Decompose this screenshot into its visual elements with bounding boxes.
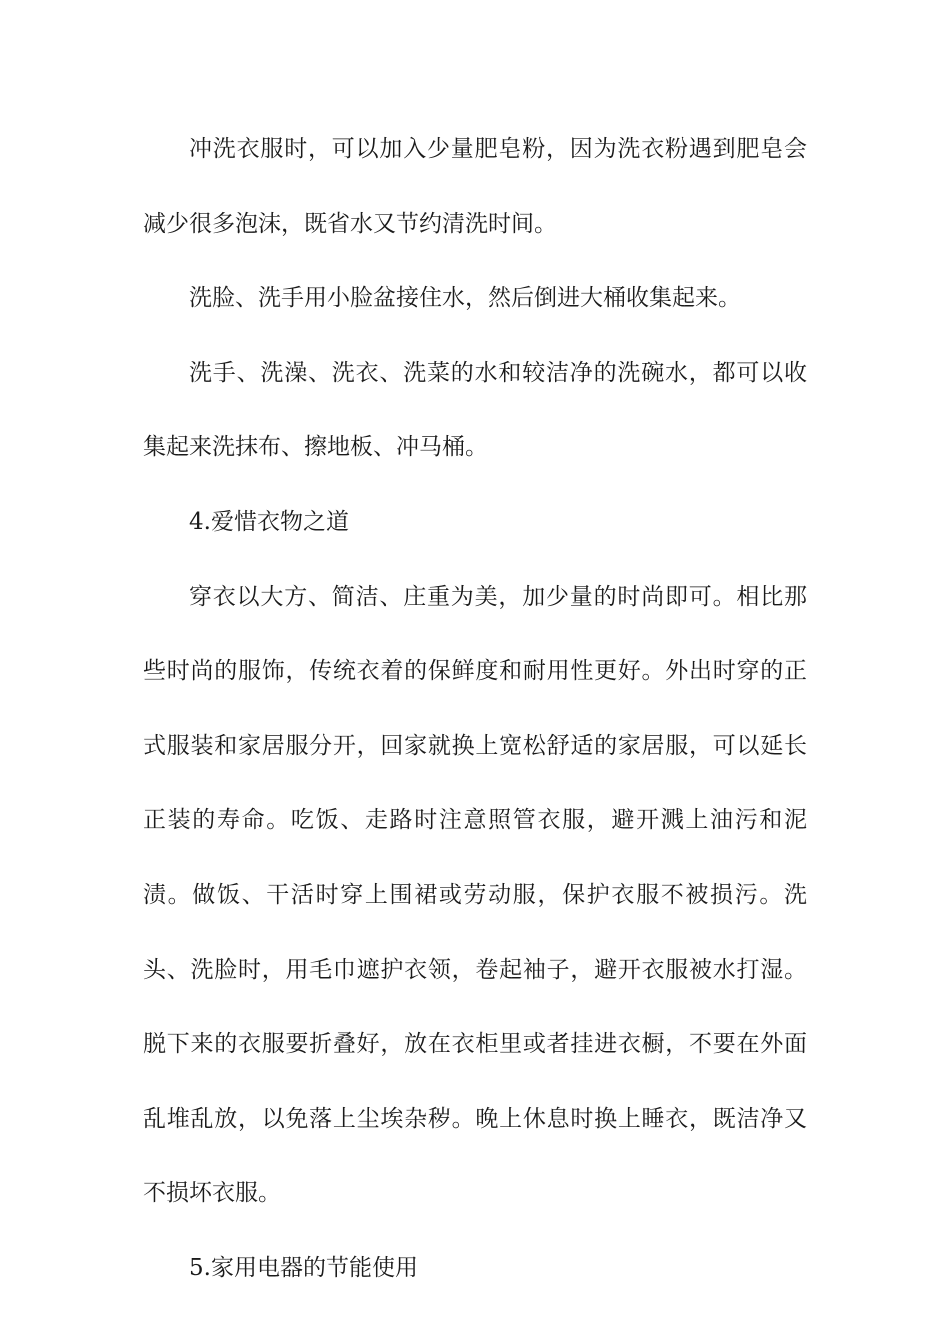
document-body bbox=[143, 112, 807, 1306]
paragraph-washing-clothes: 冲洗衣服时，可以加入少量肥皂粉，因为洗衣粉遇到肥皂会减少很多泡沫，既省水又节约清洗时间。 bbox=[143, 136, 807, 237]
section-heading-clothing: 4.爱惜衣物之道 bbox=[189, 508, 349, 535]
paragraph-reuse-water: 洗手、洗澡、洗衣、洗菜的水和较洁净的洗碗水，都可以收集起来洗抹布、擦地板、冲马桶。 bbox=[143, 359, 807, 461]
paragraph-clothing-care: 穿衣以大方、简洁、庄重为美，加少量的时尚即可。相比那些时尚的服饰，传统衣着的保鲜度和耐用性更好。外出时穿的正式服装和家居服分开，回家就换上宽松舒适的家居服，可以延长正装的寿命。吃饭、走路时注意照管衣服，避开溅上油污和泥渍。做饭、干活时穿上围裙或劳动服，保护衣服不被损污。洗头、洗脸时，用毛巾遮护衣领，卷起袖子，避开衣服被水打湿。脱下来的衣服要折叠好，放在衣柜里或者挂进衣橱，不要在外面乱堆乱放，以免落上尘埃杂秽。晚上休息时换上睡衣，既洁净又不损坏衣服。 bbox=[143, 583, 807, 1207]
paragraph-collect-wash-water: 洗脸、洗手用小脸盆接住水，然后倒进大桶收集起来。 bbox=[189, 285, 741, 312]
section-heading-appliances: 5.家用电器的节能使用 bbox=[189, 1254, 418, 1281]
